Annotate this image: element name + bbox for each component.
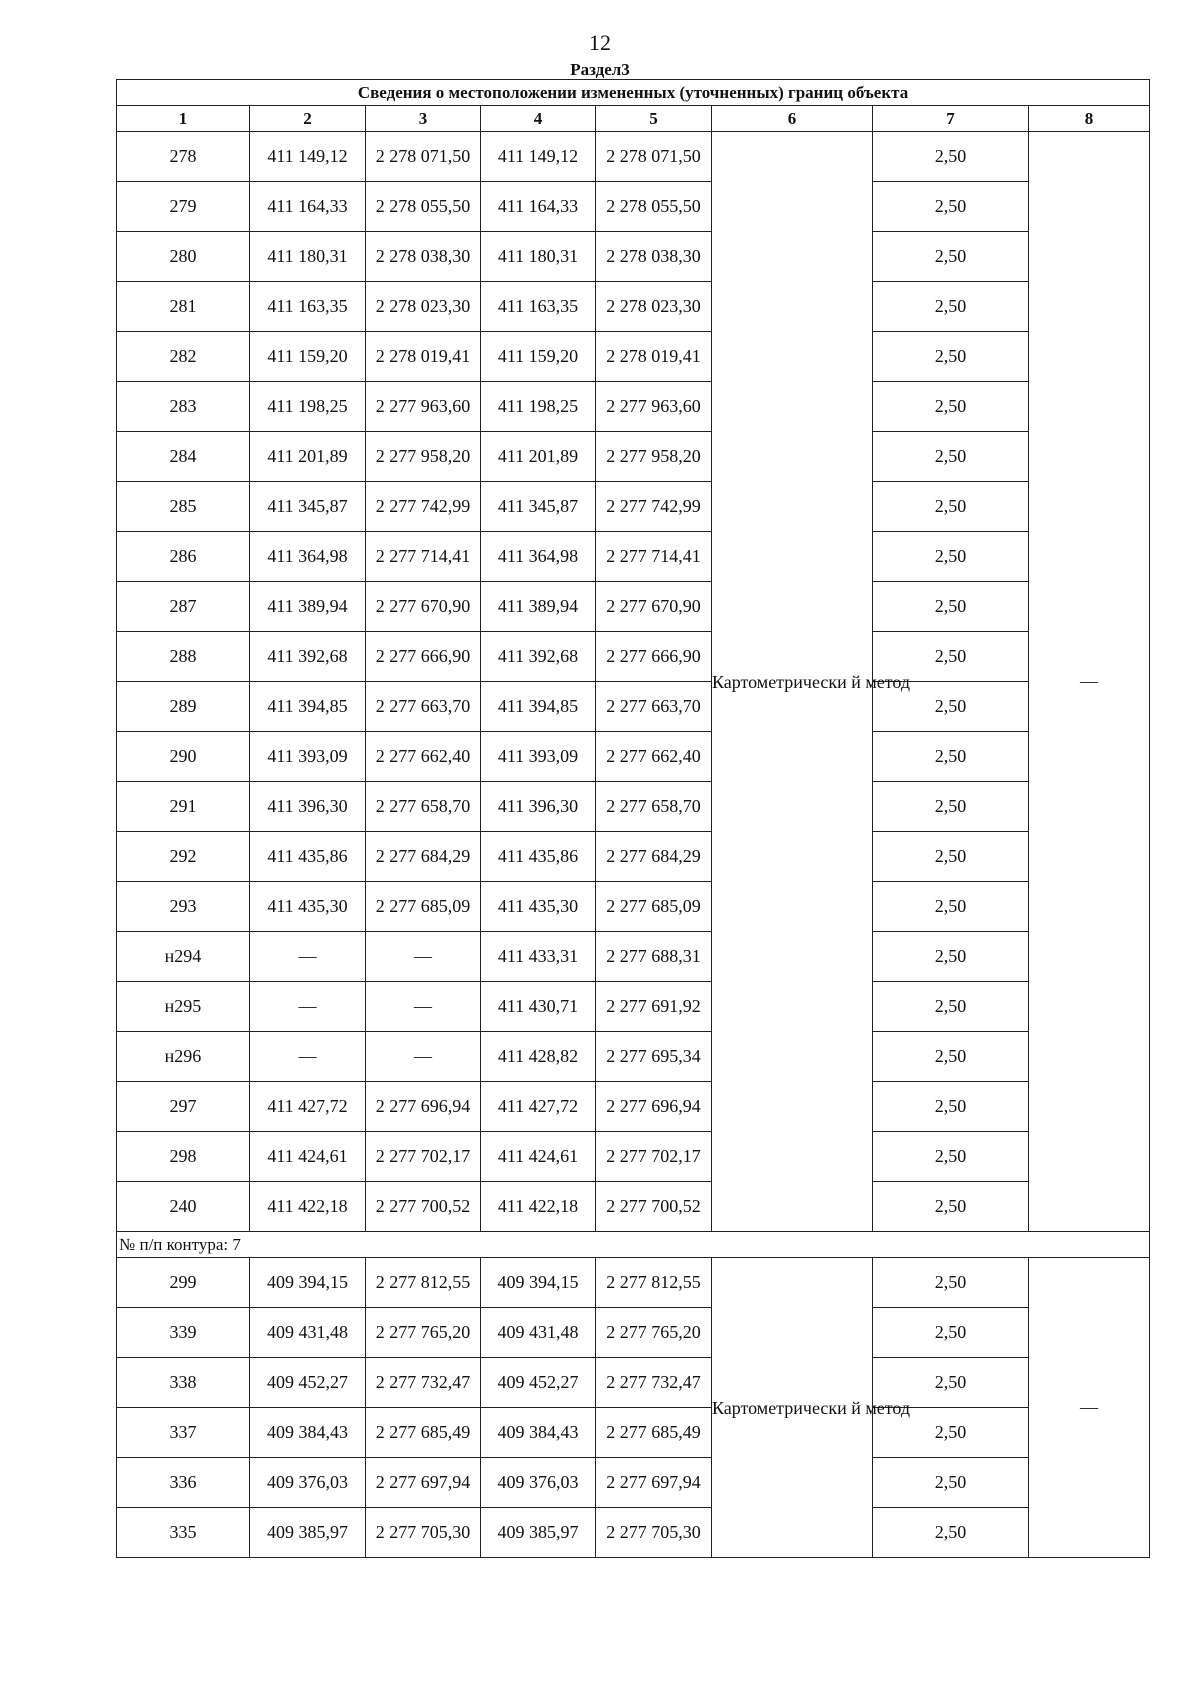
refined-x-cell: 409 376,03 bbox=[481, 1458, 596, 1508]
refined-x-cell: 411 163,35 bbox=[481, 282, 596, 332]
existing-y-cell: 2 278 071,50 bbox=[366, 132, 481, 182]
refined-x-cell: 409 385,97 bbox=[481, 1508, 596, 1558]
existing-x-cell: 411 201,89 bbox=[250, 432, 366, 482]
refined-y-cell: 2 277 685,09 bbox=[596, 882, 712, 932]
table-row bbox=[117, 632, 1150, 682]
refined-x-cell: 411 198,25 bbox=[481, 382, 596, 432]
column-number-header: 4 bbox=[481, 106, 596, 132]
existing-x-cell: 411 392,68 bbox=[250, 632, 366, 682]
point-number-cell: н294 bbox=[117, 932, 250, 982]
refined-y-cell: 2 278 038,30 bbox=[596, 232, 712, 282]
column-8-cell: — bbox=[1029, 132, 1150, 1232]
refined-x-cell: 409 384,43 bbox=[481, 1408, 596, 1458]
refined-y-cell: 2 277 963,60 bbox=[596, 382, 712, 432]
refined-y-cell: 2 277 663,70 bbox=[596, 682, 712, 732]
point-number-cell: 337 bbox=[117, 1408, 250, 1458]
precision-cell: 2,50 bbox=[873, 532, 1029, 582]
method-cell: Картометрически й метод bbox=[712, 1258, 873, 1558]
table-row bbox=[117, 482, 1150, 532]
refined-x-cell: 411 345,87 bbox=[481, 482, 596, 532]
existing-x-cell: 411 396,30 bbox=[250, 782, 366, 832]
table-row bbox=[117, 982, 1150, 1032]
point-number-cell: 298 bbox=[117, 1132, 250, 1182]
table-row bbox=[117, 782, 1150, 832]
table-row bbox=[117, 282, 1150, 332]
column-8-cell: — bbox=[1029, 1258, 1150, 1558]
point-number-cell: н295 bbox=[117, 982, 250, 1032]
existing-x-cell: 411 424,61 bbox=[250, 1132, 366, 1182]
existing-y-cell: 2 277 742,99 bbox=[366, 482, 481, 532]
table-row bbox=[117, 1182, 1150, 1232]
existing-x-cell: 411 163,35 bbox=[250, 282, 366, 332]
table-row bbox=[117, 232, 1150, 282]
section-label: Раздел3 bbox=[570, 60, 630, 79]
existing-x-cell: 411 198,25 bbox=[250, 382, 366, 432]
table-row bbox=[117, 182, 1150, 232]
refined-y-cell: 2 277 697,94 bbox=[596, 1458, 712, 1508]
refined-x-cell: 411 164,33 bbox=[481, 182, 596, 232]
table-row bbox=[117, 1258, 1150, 1308]
refined-x-cell: 411 433,31 bbox=[481, 932, 596, 982]
refined-y-cell: 2 277 700,52 bbox=[596, 1182, 712, 1232]
existing-x-cell: 409 384,43 bbox=[250, 1408, 366, 1458]
existing-x-cell: — bbox=[250, 1032, 366, 1082]
point-number-cell: 339 bbox=[117, 1308, 250, 1358]
point-number-cell: 291 bbox=[117, 782, 250, 832]
existing-x-cell: 411 164,33 bbox=[250, 182, 366, 232]
existing-x-cell: 411 345,87 bbox=[250, 482, 366, 532]
existing-x-cell: 411 422,18 bbox=[250, 1182, 366, 1232]
refined-x-cell: 411 422,18 bbox=[481, 1182, 596, 1232]
refined-y-cell: 2 277 691,92 bbox=[596, 982, 712, 1032]
existing-y-cell: 2 277 662,40 bbox=[366, 732, 481, 782]
precision-cell: 2,50 bbox=[873, 1082, 1029, 1132]
existing-y-cell: 2 277 685,09 bbox=[366, 882, 481, 932]
refined-x-cell: 411 392,68 bbox=[481, 632, 596, 682]
contour-row bbox=[117, 1232, 1150, 1258]
existing-x-cell: 411 435,86 bbox=[250, 832, 366, 882]
existing-x-cell: 411 394,85 bbox=[250, 682, 366, 732]
refined-x-cell: 411 394,85 bbox=[481, 682, 596, 732]
point-number-cell: 287 bbox=[117, 582, 250, 632]
column-number-header: 5 bbox=[596, 106, 712, 132]
coordinates-table bbox=[116, 79, 1150, 1558]
table-row bbox=[117, 932, 1150, 982]
existing-x-cell: 409 385,97 bbox=[250, 1508, 366, 1558]
refined-y-cell: 2 277 732,47 bbox=[596, 1358, 712, 1408]
point-number-cell: 286 bbox=[117, 532, 250, 582]
point-number-cell: 281 bbox=[117, 282, 250, 332]
refined-x-cell: 411 396,30 bbox=[481, 782, 596, 832]
precision-cell: 2,50 bbox=[873, 1508, 1029, 1558]
point-number-cell: 279 bbox=[117, 182, 250, 232]
precision-cell: 2,50 bbox=[873, 382, 1029, 432]
precision-cell: 2,50 bbox=[873, 282, 1029, 332]
page-number: 12 bbox=[589, 30, 611, 55]
existing-y-cell: 2 277 658,70 bbox=[366, 782, 481, 832]
existing-y-cell: 2 277 663,70 bbox=[366, 682, 481, 732]
precision-cell: 2,50 bbox=[873, 482, 1029, 532]
precision-cell: 2,50 bbox=[873, 182, 1029, 232]
point-number-cell: 280 bbox=[117, 232, 250, 282]
contour-label: № п/п контура: 7 bbox=[117, 1232, 1150, 1258]
table-body bbox=[117, 132, 1150, 1558]
table-row bbox=[117, 382, 1150, 432]
existing-x-cell: 409 376,03 bbox=[250, 1458, 366, 1508]
existing-x-cell: 409 394,15 bbox=[250, 1258, 366, 1308]
point-number-cell: 299 bbox=[117, 1258, 250, 1308]
precision-cell: 2,50 bbox=[873, 1032, 1029, 1082]
refined-y-cell: 2 277 685,49 bbox=[596, 1408, 712, 1458]
refined-x-cell: 411 428,82 bbox=[481, 1032, 596, 1082]
point-number-cell: 288 bbox=[117, 632, 250, 682]
precision-cell: 2,50 bbox=[873, 1258, 1029, 1308]
table-row bbox=[117, 1408, 1150, 1458]
method-cell: Картометрически й метод bbox=[712, 132, 873, 1232]
existing-x-cell: 409 452,27 bbox=[250, 1358, 366, 1408]
column-number-row bbox=[117, 106, 1150, 132]
precision-cell: 2,50 bbox=[873, 782, 1029, 832]
refined-x-cell: 411 389,94 bbox=[481, 582, 596, 632]
precision-cell: 2,50 bbox=[873, 1182, 1029, 1232]
existing-x-cell: 409 431,48 bbox=[250, 1308, 366, 1358]
existing-y-cell: 2 278 023,30 bbox=[366, 282, 481, 332]
precision-cell: 2,50 bbox=[873, 732, 1029, 782]
precision-cell: 2,50 bbox=[873, 1408, 1029, 1458]
point-number-cell: 293 bbox=[117, 882, 250, 932]
existing-y-cell: 2 277 958,20 bbox=[366, 432, 481, 482]
precision-cell: 2,50 bbox=[873, 1458, 1029, 1508]
refined-x-cell: 411 159,20 bbox=[481, 332, 596, 382]
existing-y-cell: 2 277 765,20 bbox=[366, 1308, 481, 1358]
refined-x-cell: 411 435,86 bbox=[481, 832, 596, 882]
precision-cell: 2,50 bbox=[873, 132, 1029, 182]
existing-y-cell: 2 277 963,60 bbox=[366, 382, 481, 432]
existing-x-cell: 411 149,12 bbox=[250, 132, 366, 182]
point-number-cell: н296 bbox=[117, 1032, 250, 1082]
table-row bbox=[117, 832, 1150, 882]
point-number-cell: 297 bbox=[117, 1082, 250, 1132]
table-row bbox=[117, 582, 1150, 632]
refined-y-cell: 2 278 071,50 bbox=[596, 132, 712, 182]
refined-y-cell: 2 277 742,99 bbox=[596, 482, 712, 532]
table-row bbox=[117, 1458, 1150, 1508]
precision-cell: 2,50 bbox=[873, 582, 1029, 632]
precision-cell: 2,50 bbox=[873, 1132, 1029, 1182]
point-number-cell: 336 bbox=[117, 1458, 250, 1508]
precision-cell: 2,50 bbox=[873, 1308, 1029, 1358]
table-row bbox=[117, 1358, 1150, 1408]
refined-y-cell: 2 278 055,50 bbox=[596, 182, 712, 232]
refined-y-cell: 2 277 662,40 bbox=[596, 732, 712, 782]
table-row bbox=[117, 732, 1150, 782]
point-number-cell: 282 bbox=[117, 332, 250, 382]
table-row bbox=[117, 432, 1150, 482]
refined-y-cell: 2 277 696,94 bbox=[596, 1082, 712, 1132]
refined-y-cell: 2 277 765,20 bbox=[596, 1308, 712, 1358]
existing-y-cell: — bbox=[366, 1032, 481, 1082]
existing-y-cell: 2 277 696,94 bbox=[366, 1082, 481, 1132]
existing-y-cell: 2 277 705,30 bbox=[366, 1508, 481, 1558]
precision-cell: 2,50 bbox=[873, 632, 1029, 682]
table-row bbox=[117, 1508, 1150, 1558]
precision-cell: 2,50 bbox=[873, 882, 1029, 932]
table-row bbox=[117, 532, 1150, 582]
existing-y-cell: — bbox=[366, 932, 481, 982]
existing-y-cell: 2 277 714,41 bbox=[366, 532, 481, 582]
precision-cell: 2,50 bbox=[873, 232, 1029, 282]
table-title: Сведения о местоположении измененных (уточненных) границ объекта bbox=[117, 80, 1150, 106]
refined-x-cell: 411 427,72 bbox=[481, 1082, 596, 1132]
existing-x-cell: — bbox=[250, 982, 366, 1032]
table-row bbox=[117, 132, 1150, 182]
refined-y-cell: 2 277 702,17 bbox=[596, 1132, 712, 1182]
refined-y-cell: 2 277 705,30 bbox=[596, 1508, 712, 1558]
point-number-cell: 290 bbox=[117, 732, 250, 782]
refined-y-cell: 2 277 688,31 bbox=[596, 932, 712, 982]
refined-x-cell: 411 435,30 bbox=[481, 882, 596, 932]
refined-x-cell: 411 364,98 bbox=[481, 532, 596, 582]
table-row bbox=[117, 1308, 1150, 1358]
precision-cell: 2,50 bbox=[873, 832, 1029, 882]
point-number-cell: 335 bbox=[117, 1508, 250, 1558]
refined-x-cell: 411 180,31 bbox=[481, 232, 596, 282]
refined-y-cell: 2 277 812,55 bbox=[596, 1258, 712, 1308]
point-number-cell: 278 bbox=[117, 132, 250, 182]
existing-y-cell: — bbox=[366, 982, 481, 1032]
refined-x-cell: 409 394,15 bbox=[481, 1258, 596, 1308]
existing-x-cell: 411 364,98 bbox=[250, 532, 366, 582]
refined-y-cell: 2 277 695,34 bbox=[596, 1032, 712, 1082]
refined-y-cell: 2 277 684,29 bbox=[596, 832, 712, 882]
refined-x-cell: 411 201,89 bbox=[481, 432, 596, 482]
point-number-cell: 284 bbox=[117, 432, 250, 482]
precision-cell: 2,50 bbox=[873, 982, 1029, 1032]
refined-y-cell: 2 278 019,41 bbox=[596, 332, 712, 382]
table-row bbox=[117, 1132, 1150, 1182]
existing-y-cell: 2 278 038,30 bbox=[366, 232, 481, 282]
point-number-cell: 338 bbox=[117, 1358, 250, 1408]
existing-y-cell: 2 277 697,94 bbox=[366, 1458, 481, 1508]
precision-cell: 2,50 bbox=[873, 1358, 1029, 1408]
refined-y-cell: 2 277 958,20 bbox=[596, 432, 712, 482]
point-number-cell: 289 bbox=[117, 682, 250, 732]
existing-y-cell: 2 278 019,41 bbox=[366, 332, 481, 382]
point-number-cell: 292 bbox=[117, 832, 250, 882]
existing-y-cell: 2 277 732,47 bbox=[366, 1358, 481, 1408]
refined-x-cell: 409 452,27 bbox=[481, 1358, 596, 1408]
refined-x-cell: 411 424,61 bbox=[481, 1132, 596, 1182]
refined-y-cell: 2 277 714,41 bbox=[596, 532, 712, 582]
table-row bbox=[117, 682, 1150, 732]
refined-y-cell: 2 277 670,90 bbox=[596, 582, 712, 632]
existing-x-cell: 411 389,94 bbox=[250, 582, 366, 632]
existing-y-cell: 2 277 812,55 bbox=[366, 1258, 481, 1308]
refined-x-cell: 411 430,71 bbox=[481, 982, 596, 1032]
existing-x-cell: 411 435,30 bbox=[250, 882, 366, 932]
column-number-header: 8 bbox=[1029, 106, 1150, 132]
column-number-header: 3 bbox=[366, 106, 481, 132]
column-number-header: 6 bbox=[712, 106, 873, 132]
column-number-header: 2 bbox=[250, 106, 366, 132]
precision-cell: 2,50 bbox=[873, 332, 1029, 382]
table-row bbox=[117, 882, 1150, 932]
refined-y-cell: 2 277 666,90 bbox=[596, 632, 712, 682]
point-number-cell: 240 bbox=[117, 1182, 250, 1232]
table-row bbox=[117, 1032, 1150, 1082]
refined-y-cell: 2 277 658,70 bbox=[596, 782, 712, 832]
existing-y-cell: 2 277 666,90 bbox=[366, 632, 481, 682]
point-number-cell: 285 bbox=[117, 482, 250, 532]
precision-cell: 2,50 bbox=[873, 682, 1029, 732]
refined-x-cell: 411 393,09 bbox=[481, 732, 596, 782]
table-row bbox=[117, 332, 1150, 382]
existing-x-cell: 411 427,72 bbox=[250, 1082, 366, 1132]
existing-x-cell: 411 180,31 bbox=[250, 232, 366, 282]
column-number-header: 7 bbox=[873, 106, 1029, 132]
existing-y-cell: 2 277 670,90 bbox=[366, 582, 481, 632]
table-row bbox=[117, 1082, 1150, 1132]
existing-y-cell: 2 277 700,52 bbox=[366, 1182, 481, 1232]
existing-y-cell: 2 277 702,17 bbox=[366, 1132, 481, 1182]
existing-x-cell: 411 393,09 bbox=[250, 732, 366, 782]
existing-x-cell: 411 159,20 bbox=[250, 332, 366, 382]
existing-y-cell: 2 277 684,29 bbox=[366, 832, 481, 882]
precision-cell: 2,50 bbox=[873, 432, 1029, 482]
existing-y-cell: 2 278 055,50 bbox=[366, 182, 481, 232]
column-number-header: 1 bbox=[117, 106, 250, 132]
refined-y-cell: 2 278 023,30 bbox=[596, 282, 712, 332]
point-number-cell: 283 bbox=[117, 382, 250, 432]
existing-y-cell: 2 277 685,49 bbox=[366, 1408, 481, 1458]
precision-cell: 2,50 bbox=[873, 932, 1029, 982]
refined-x-cell: 411 149,12 bbox=[481, 132, 596, 182]
refined-x-cell: 409 431,48 bbox=[481, 1308, 596, 1358]
existing-x-cell: — bbox=[250, 932, 366, 982]
